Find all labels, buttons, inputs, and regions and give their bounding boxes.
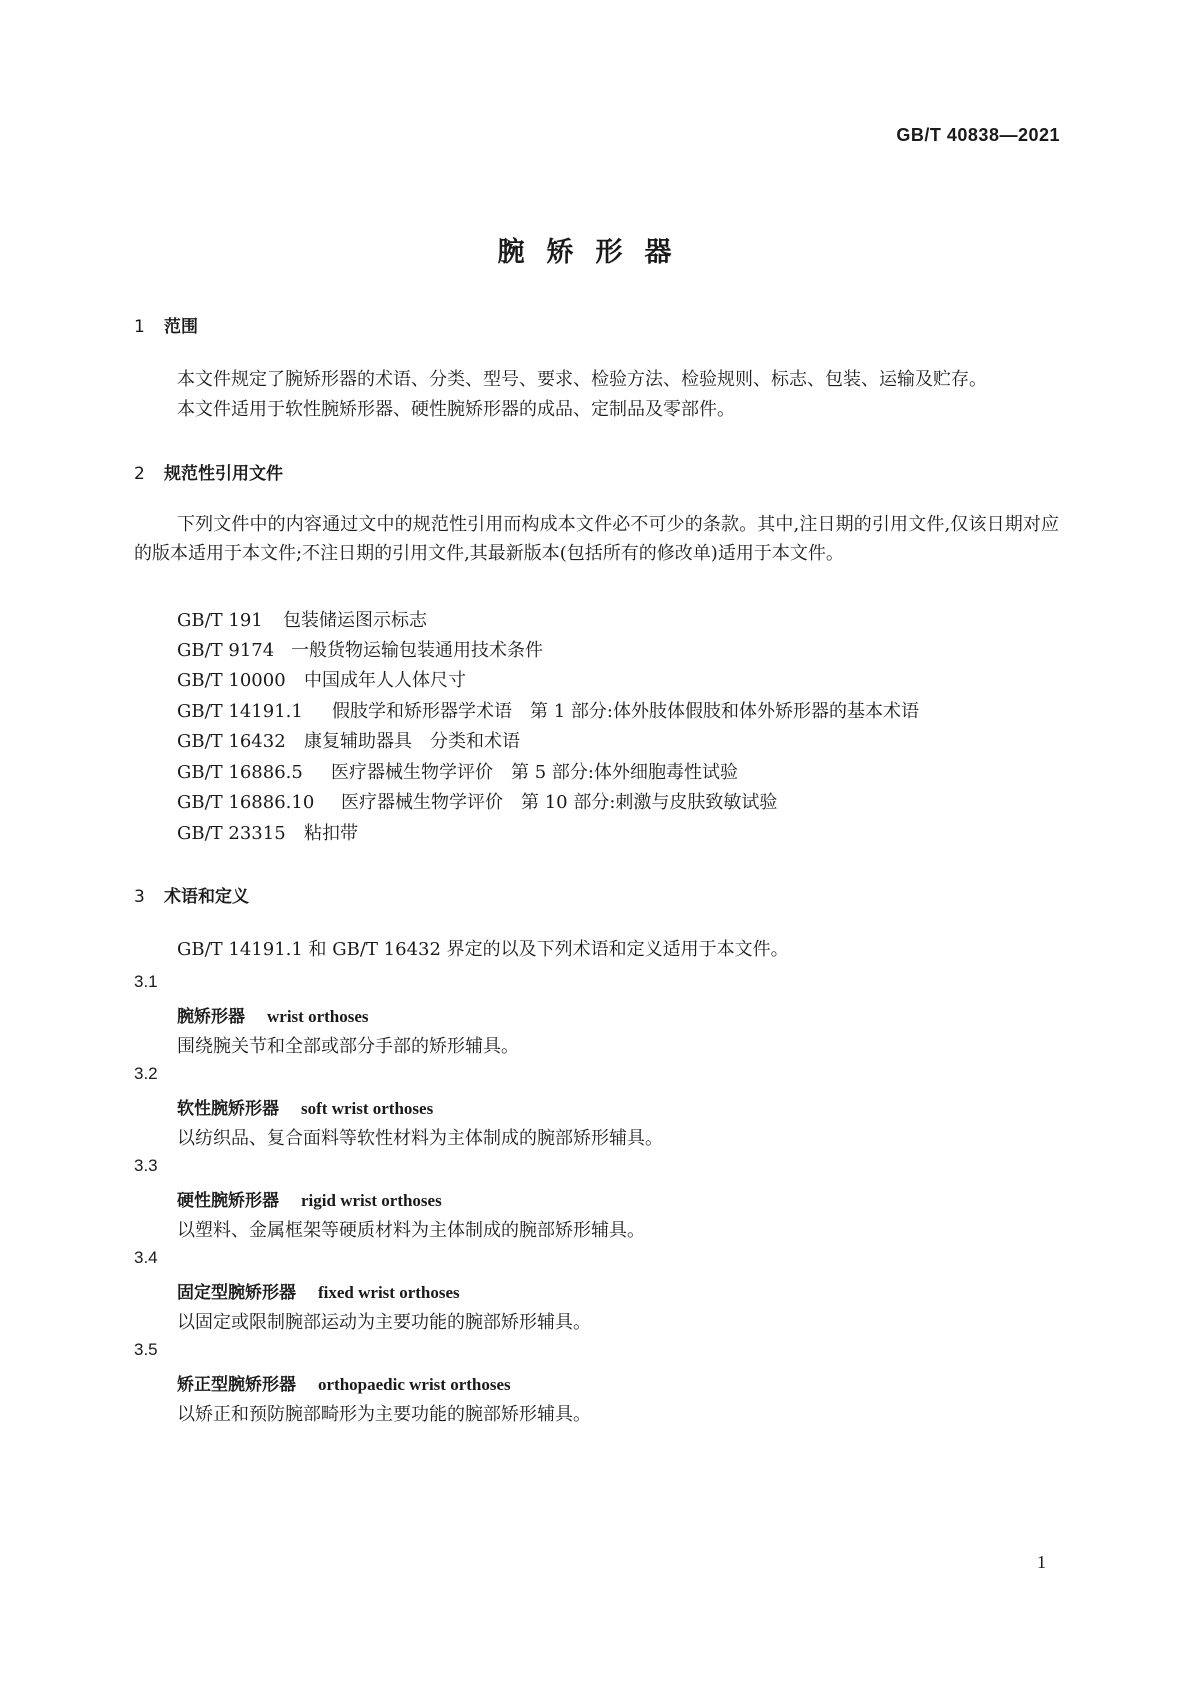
term-title bbox=[177, 1002, 369, 1027]
term-zh: 固定型腕矫形器 bbox=[177, 1283, 296, 1303]
section-title: 范围 bbox=[164, 317, 198, 337]
reference-code: GB/T 9174 bbox=[177, 640, 275, 661]
term-number: 3.4 bbox=[134, 1248, 158, 1267]
reference-code: GB/T 16432 bbox=[177, 731, 286, 752]
section-number: 2 bbox=[134, 464, 145, 484]
term-definition: 以塑料、金属框架等硬质材料为主体制成的腕部矫形辅具。 bbox=[177, 1220, 645, 1241]
term-number: 3.2 bbox=[134, 1064, 158, 1083]
reference-title: 包装储运图示标志 bbox=[283, 610, 427, 631]
term-definition: 以矫正和预防腕部畸形为主要功能的腕部矫形辅具。 bbox=[177, 1404, 591, 1425]
reference-item bbox=[177, 817, 358, 851]
scope-paragraph: 本文件适用于软性腕矫形器、硬性腕矫形器的成品、定制品及零部件。 bbox=[177, 399, 735, 420]
term-definition: 以纺织品、复合面料等软性材料为主体制成的腕部矫形辅具。 bbox=[177, 1128, 663, 1149]
term-number: 3.1 bbox=[134, 972, 158, 991]
reference-title: 假肢学和矫形器学术语 第 1 部分:体外肢体假肢和体外矫形器的基本术语 bbox=[332, 701, 919, 722]
reference-code: GB/T 14191.1 bbox=[177, 701, 303, 722]
term-zh: 软性腕矫形器 bbox=[177, 1099, 279, 1119]
term-en: orthopaedic wrist orthoses bbox=[318, 1375, 511, 1394]
reference-code: GB/T 10000 bbox=[177, 670, 286, 691]
term-zh: 腕矫形器 bbox=[177, 1007, 245, 1027]
reference-code: GB/T 16886.5 bbox=[177, 762, 303, 783]
reference-item bbox=[177, 695, 919, 729]
section-number: 1 bbox=[134, 317, 145, 337]
reference-item bbox=[177, 634, 543, 668]
term-title bbox=[177, 1094, 433, 1119]
reference-code: GB/T 23315 bbox=[177, 823, 286, 844]
section-heading-terms bbox=[134, 882, 249, 907]
term-en: soft wrist orthoses bbox=[301, 1099, 434, 1118]
section-number: 3 bbox=[134, 887, 145, 907]
terms-intro: GB/T 14191.1 和 GB/T 16432 界定的以及下列术语和定义适用于本文件。 bbox=[177, 939, 789, 960]
section-heading-normative-references bbox=[134, 459, 283, 484]
reference-item bbox=[177, 756, 738, 790]
term-number: 3.5 bbox=[134, 1340, 158, 1359]
references-intro: 下列文件中的内容通过文中的规范性引用而构成本文件必不可少的条款。其中,注日期的引用文件,仅该日期对应的版本适用于本文件;不注日期的引用文件,其最新版本(包括所有的修改单)适用于本文件。 bbox=[134, 514, 1059, 564]
reference-item bbox=[177, 664, 466, 698]
page-title: 腕矫形器 bbox=[497, 237, 694, 268]
reference-item bbox=[177, 725, 520, 759]
reference-code: GB/T 191 bbox=[177, 610, 263, 631]
term-title bbox=[177, 1370, 511, 1395]
term-zh: 矫正型腕矫形器 bbox=[177, 1375, 296, 1395]
term-definition: 以固定或限制腕部运动为主要功能的腕部矫形辅具。 bbox=[177, 1312, 591, 1333]
page-number: 1 bbox=[1037, 1552, 1046, 1572]
section-heading-scope bbox=[134, 312, 198, 337]
section-title: 术语和定义 bbox=[164, 887, 249, 907]
reference-title: 一般货物运输包装通用技术条件 bbox=[291, 640, 543, 661]
section-title: 规范性引用文件 bbox=[164, 464, 283, 484]
reference-item bbox=[177, 786, 777, 820]
reference-item bbox=[177, 604, 427, 638]
reference-code: GB/T 16886.10 bbox=[177, 792, 315, 813]
term-en: fixed wrist orthoses bbox=[318, 1283, 460, 1302]
scope-paragraph: 本文件规定了腕矫形器的术语、分类、型号、要求、检验方法、检验规则、标志、包装、运输及贮存。 bbox=[177, 369, 987, 390]
term-definition: 围绕腕关节和全部或部分手部的矫形辅具。 bbox=[177, 1036, 519, 1057]
reference-title: 医疗器械生物学评价 第 5 部分:体外细胞毒性试验 bbox=[331, 762, 738, 783]
term-zh: 硬性腕矫形器 bbox=[177, 1191, 279, 1211]
term-title bbox=[177, 1278, 460, 1303]
standard-code: GB/T 40838—2021 bbox=[896, 125, 1060, 145]
term-number: 3.3 bbox=[134, 1156, 158, 1175]
reference-title: 中国成年人人体尺寸 bbox=[304, 670, 466, 691]
term-en: rigid wrist orthoses bbox=[301, 1191, 442, 1210]
term-title bbox=[177, 1186, 442, 1211]
reference-title: 康复辅助器具 分类和术语 bbox=[304, 731, 520, 752]
term-en: wrist orthoses bbox=[267, 1007, 369, 1026]
reference-title: 医疗器械生物学评价 第 10 部分:刺激与皮肤致敏试验 bbox=[341, 792, 778, 813]
reference-title: 粘扣带 bbox=[304, 823, 358, 844]
